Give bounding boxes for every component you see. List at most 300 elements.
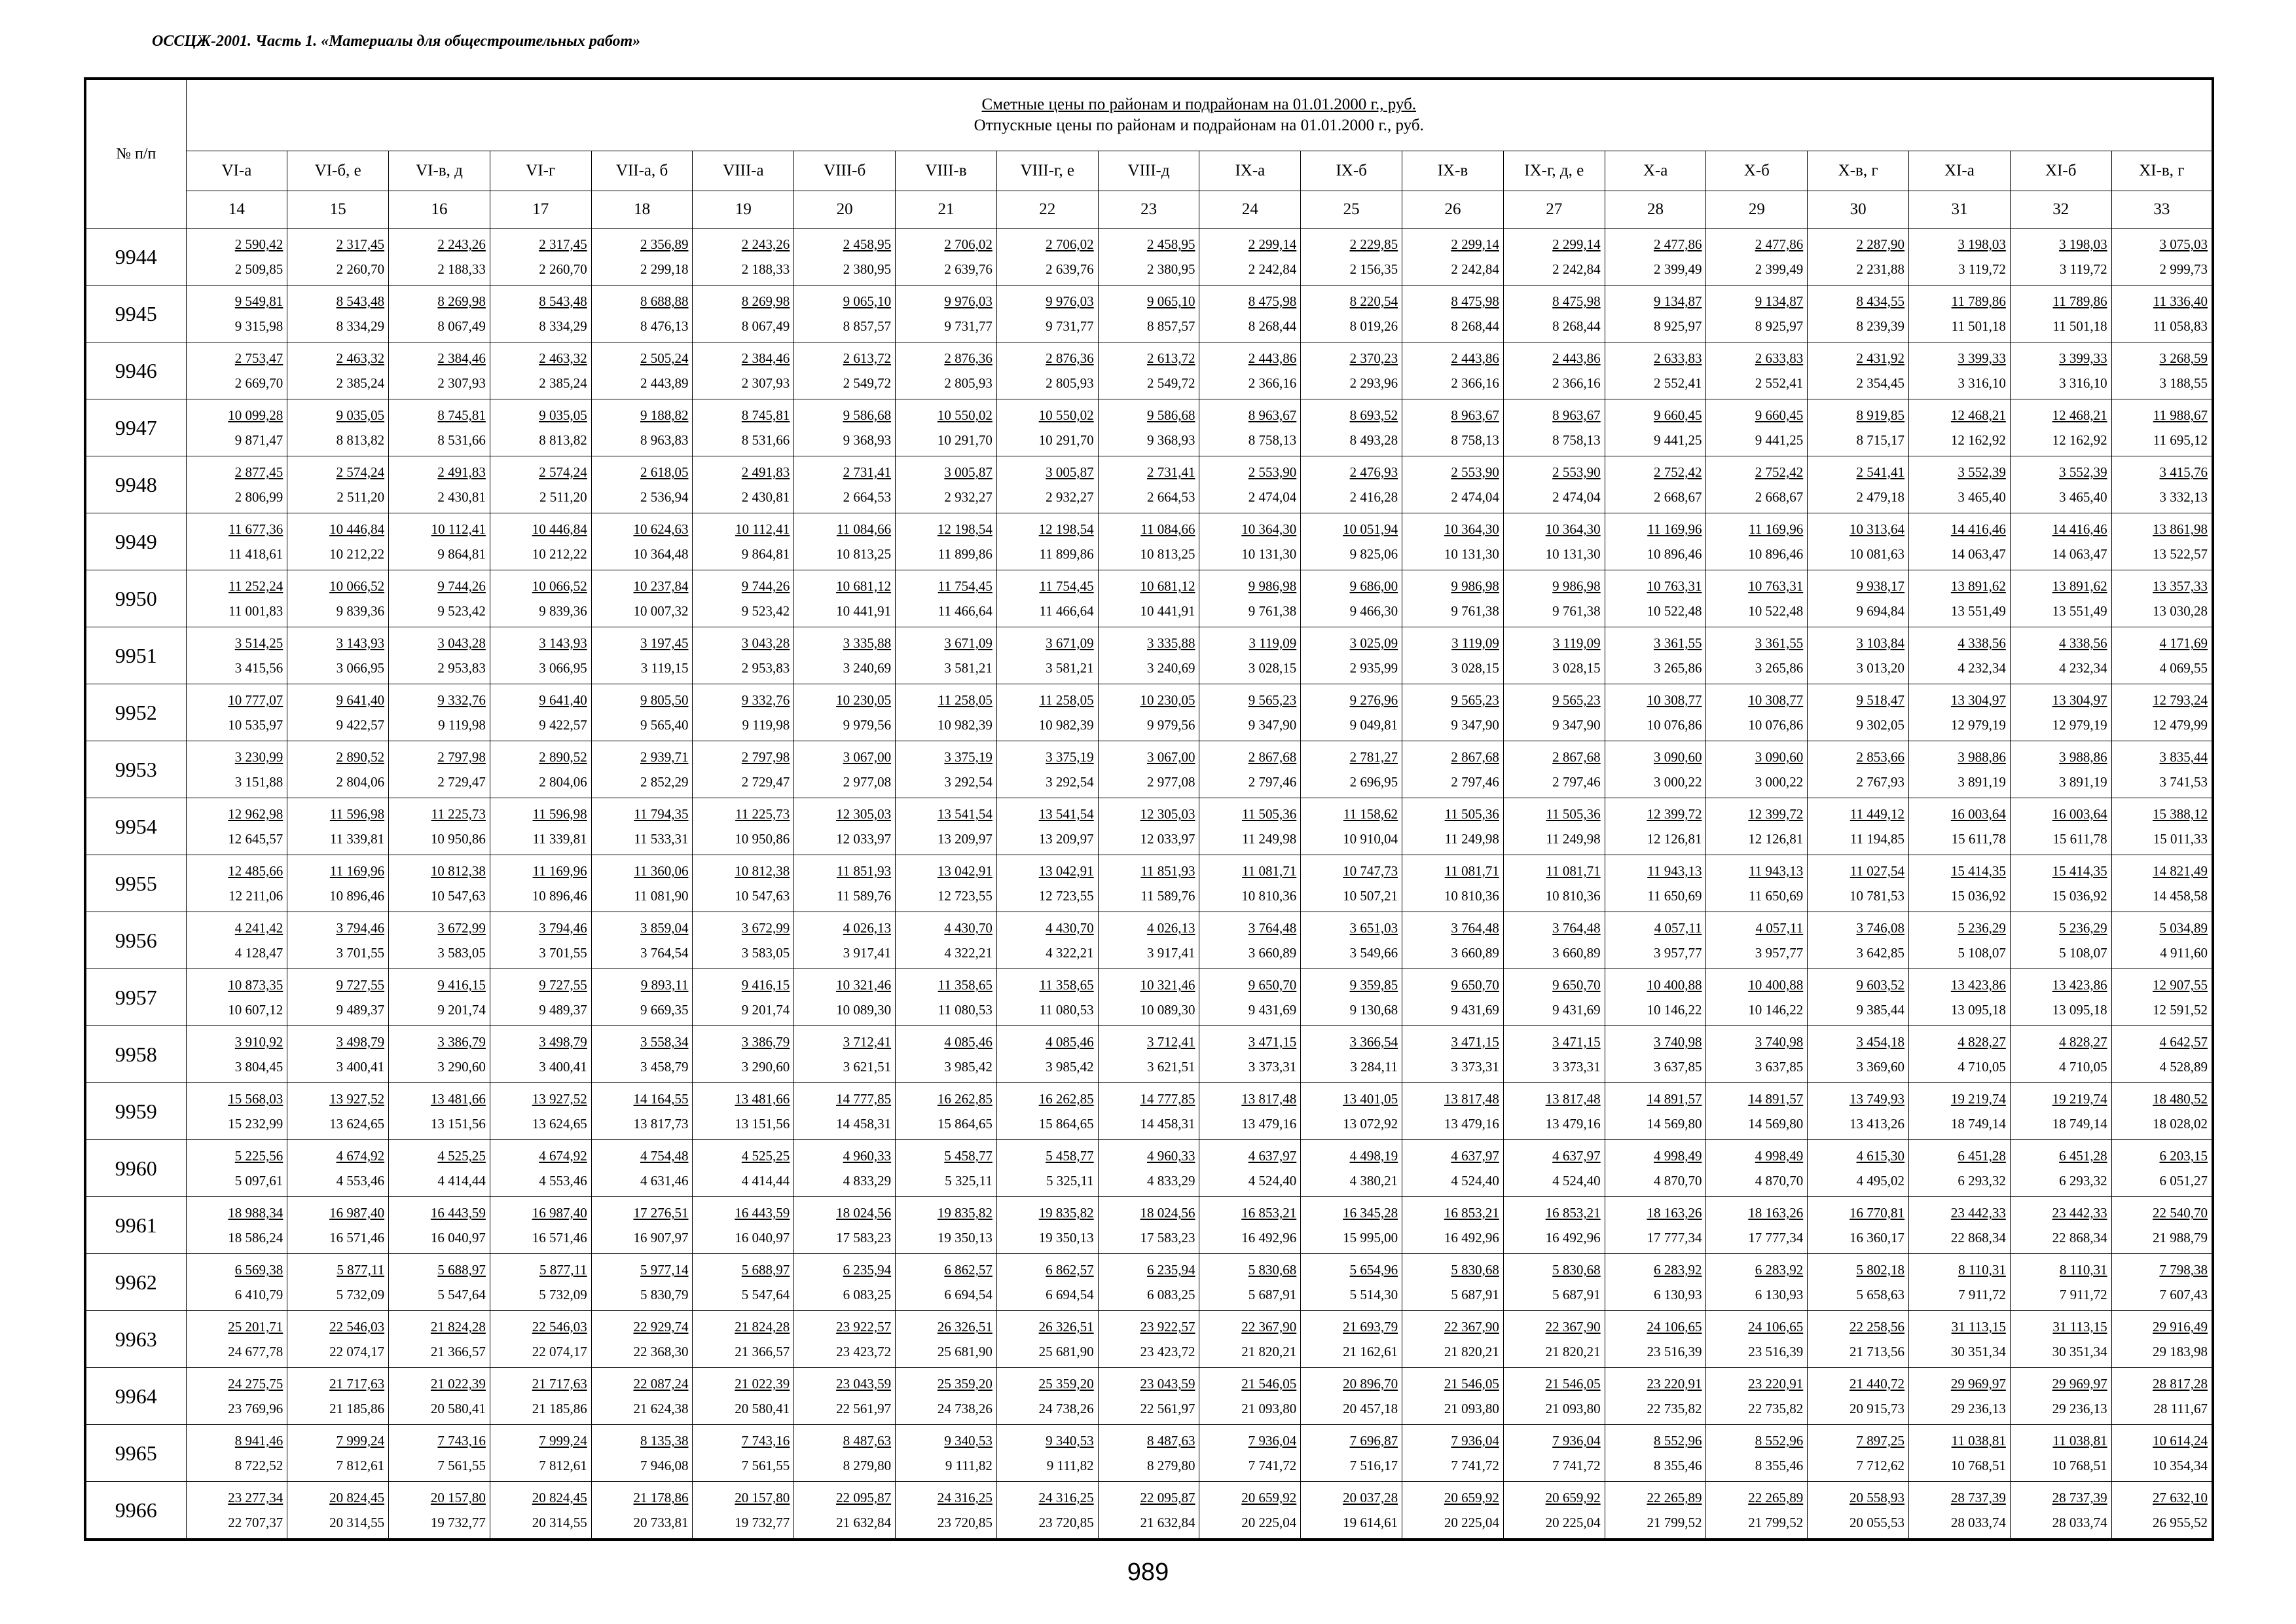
release-price: 10 522,48: [1647, 603, 1702, 619]
estimated-price: 9 986,98: [1248, 578, 1297, 594]
price-cell: [2111, 342, 2213, 399]
release-price: 5 108,07: [1958, 945, 2006, 961]
price-cell: [896, 969, 997, 1026]
release-price: 9 839,36: [336, 603, 385, 619]
estimated-price: 18 480,52: [2153, 1091, 2208, 1107]
price-cell: [2010, 286, 2111, 342]
release-price: 28 033,74: [2052, 1515, 2107, 1530]
release-price: 2 366,16: [1451, 375, 1499, 391]
release-price: 20 314,55: [329, 1515, 385, 1530]
estimated-price: 11 038,81: [1951, 1433, 2006, 1449]
price-cell: [1199, 1083, 1301, 1140]
price-cell: [287, 684, 389, 741]
estimated-price: 2 505,24: [640, 350, 689, 366]
release-price: 19 350,13: [1038, 1230, 1094, 1246]
estimated-price: 7 999,24: [336, 1433, 385, 1449]
price-cell: [490, 513, 591, 570]
column-number: 27: [1503, 191, 1605, 229]
price-cell: [1909, 912, 2011, 969]
estimated-price: 6 235,94: [1146, 1262, 1195, 1278]
estimated-price: 31 113,15: [2052, 1319, 2107, 1335]
price-cell: [1199, 1368, 1301, 1425]
price-cell: [1808, 570, 1909, 627]
item-number: 9944: [85, 229, 186, 286]
release-price: 3 119,15: [640, 660, 689, 676]
release-price: 3 240,69: [843, 660, 892, 676]
price-cell: [287, 342, 389, 399]
release-price: 3 642,85: [1856, 945, 1905, 961]
estimated-price: 4 828,27: [2059, 1034, 2107, 1050]
release-price: 10 896,46: [1748, 546, 1804, 562]
release-price: 12 591,52: [2153, 1002, 2208, 1018]
price-cell: [1503, 1368, 1605, 1425]
price-cell: [490, 1311, 591, 1368]
release-price: 3 957,77: [1653, 945, 1702, 961]
price-cell: [896, 286, 997, 342]
release-price: 10 507,21: [1343, 888, 1398, 904]
price-cell: [2111, 912, 2213, 969]
estimated-price: 3 043,28: [741, 635, 790, 651]
release-price: 9 669,35: [640, 1002, 689, 1018]
price-cell: [1909, 627, 2011, 684]
release-price: 4 528,89: [2159, 1059, 2208, 1075]
price-cell: [1808, 456, 1909, 513]
release-price: 11 466,64: [938, 603, 993, 619]
estimated-price: 10 066,52: [532, 578, 587, 594]
estimated-price: 10 321,46: [1140, 977, 1195, 993]
estimated-price: 3 361,55: [1755, 635, 1804, 651]
release-price: 10 291,70: [1038, 432, 1094, 448]
release-price: 10 131,30: [1444, 546, 1499, 562]
estimated-price: 5 458,77: [944, 1148, 993, 1164]
price-cell: [896, 570, 997, 627]
release-price: 10 146,22: [1748, 1002, 1804, 1018]
price-cell: [591, 1311, 693, 1368]
price-cell: [996, 684, 1098, 741]
estimated-price: 13 817,48: [1545, 1091, 1601, 1107]
column-number-row: [85, 191, 2213, 229]
release-price: 11 080,53: [1039, 1002, 1094, 1018]
price-cell: [186, 1197, 287, 1254]
estimated-price: 3 988,86: [2059, 749, 2107, 765]
release-price: 13 209,97: [937, 831, 993, 847]
estimated-price: 4 674,92: [539, 1148, 587, 1164]
release-price: 5 687,91: [1248, 1287, 1297, 1302]
estimated-price: 9 565,23: [1451, 692, 1499, 708]
estimated-price: 20 157,80: [430, 1490, 486, 1505]
estimated-price: 4 338,56: [1958, 635, 2006, 651]
price-cell: [2111, 570, 2213, 627]
release-price: 2 953,83: [741, 660, 790, 676]
estimated-price: 5 977,14: [640, 1262, 689, 1278]
release-price: 3 465,40: [2059, 489, 2107, 505]
estimated-price: 8 963,67: [1451, 407, 1499, 423]
release-price: 3 292,54: [1046, 774, 1094, 790]
price-cell: [591, 1197, 693, 1254]
release-price: 5 687,91: [1552, 1287, 1601, 1302]
price-cell: [2010, 1197, 2111, 1254]
release-price: 10 896,46: [532, 888, 587, 904]
release-price: 21 162,61: [1343, 1344, 1398, 1359]
item-number: 9948: [85, 456, 186, 513]
estimated-price: 4 430,70: [1046, 920, 1094, 936]
release-price: 9 347,90: [1552, 717, 1601, 733]
release-price: 6 083,25: [1146, 1287, 1195, 1302]
estimated-price: 13 481,66: [430, 1091, 486, 1107]
price-cell: [490, 229, 591, 286]
release-price: 17 777,34: [1647, 1230, 1702, 1246]
release-price: 2 511,20: [337, 489, 385, 505]
price-cell: [490, 456, 591, 513]
estimated-price: 25 359,20: [1038, 1376, 1094, 1392]
estimated-price: 17 276,51: [633, 1205, 689, 1221]
price-cell: [996, 342, 1098, 399]
price-cell: [896, 912, 997, 969]
estimated-price: 22 367,90: [1444, 1319, 1499, 1335]
price-cell: [287, 286, 389, 342]
release-price: 12 033,97: [836, 831, 892, 847]
estimated-price: 11 789,86: [1951, 293, 2006, 309]
estimated-price: 8 963,67: [1248, 407, 1297, 423]
release-price: 21 799,52: [1647, 1515, 1702, 1530]
price-cell: [186, 855, 287, 912]
release-price: 9 761,38: [1552, 603, 1601, 619]
estimated-price: 8 475,98: [1552, 293, 1601, 309]
district-header: VI-б, е: [287, 151, 389, 191]
estimated-price: 11 851,93: [1140, 863, 1195, 879]
release-price: 21 185,86: [329, 1401, 385, 1416]
release-price: 2 479,18: [1856, 489, 1905, 505]
release-price: 21 632,84: [836, 1515, 892, 1530]
price-cell: [1909, 1197, 2011, 1254]
estimated-price: 28 817,28: [2153, 1376, 2208, 1392]
table-row: [85, 1311, 2213, 1368]
estimated-price: 13 817,48: [1241, 1091, 1297, 1107]
release-price: 10 810,36: [1545, 888, 1601, 904]
price-cell: [896, 1140, 997, 1197]
district-header: XI-в, г: [2111, 151, 2213, 191]
price-cell: [186, 741, 287, 798]
price-cell: [1706, 1425, 1808, 1482]
estimated-price: 16 443,59: [430, 1205, 486, 1221]
table-row: [85, 229, 2213, 286]
price-cell: [1503, 1083, 1605, 1140]
price-cell: [794, 286, 896, 342]
estimated-price: 2 243,26: [437, 236, 486, 252]
release-price: 12 211,06: [228, 888, 283, 904]
price-cell: [591, 1482, 693, 1540]
price-cell: [591, 855, 693, 912]
release-price: 6 410,79: [234, 1287, 283, 1302]
release-price: 6 694,54: [944, 1287, 993, 1302]
release-price: 2 977,08: [1146, 774, 1195, 790]
release-price: 6 694,54: [1046, 1287, 1094, 1302]
release-price: 24 677,78: [228, 1344, 283, 1359]
estimated-price: 2 574,24: [539, 464, 587, 480]
release-price: 10 441,91: [836, 603, 892, 619]
price-cell: [1098, 513, 1199, 570]
release-price: 3 581,21: [1046, 660, 1094, 676]
price-cell: [996, 627, 1098, 684]
release-price: 25 681,90: [1038, 1344, 1094, 1359]
price-cell: [794, 456, 896, 513]
price-cell: [1909, 798, 2011, 855]
price-cell: [896, 1482, 997, 1540]
estimated-price: 8 110,31: [1958, 1262, 2006, 1278]
price-cell: [1909, 342, 2011, 399]
estimated-price: 23 043,59: [836, 1376, 892, 1392]
release-price: 4 710,05: [1958, 1059, 2006, 1075]
price-cell: [389, 513, 490, 570]
estimated-price: 2 287,90: [1856, 236, 1905, 252]
estimated-price: 9 518,47: [1856, 692, 1905, 708]
price-cell: [1909, 1368, 2011, 1425]
estimated-price: 9 641,40: [539, 692, 587, 708]
price-cell: [1605, 969, 1706, 1026]
price-cell: [186, 513, 287, 570]
price-cell: [1605, 1311, 1706, 1368]
estimated-price: 2 633,83: [1755, 350, 1804, 366]
price-cell: [1199, 570, 1301, 627]
release-price: 2 664,53: [1146, 489, 1195, 505]
release-price: 9 431,69: [1248, 1002, 1297, 1018]
estimated-price: 10 308,77: [1748, 692, 1804, 708]
price-cell: [1909, 513, 2011, 570]
price-cell: [2010, 798, 2111, 855]
price-cell: [389, 456, 490, 513]
estimated-price: 10 812,38: [430, 863, 486, 879]
price-cell: [1808, 399, 1909, 456]
release-price: 4 553,46: [539, 1173, 587, 1189]
estimated-price: 15 568,03: [228, 1091, 283, 1107]
price-cell: [186, 1425, 287, 1482]
price-cell: [1503, 1254, 1605, 1311]
estimated-price: 9 976,03: [1046, 293, 1094, 309]
release-price: 13 151,56: [735, 1116, 790, 1132]
release-price: 15 232,99: [228, 1116, 283, 1132]
estimated-price: 19 835,82: [1038, 1205, 1094, 1221]
release-price: 12 645,57: [228, 831, 283, 847]
price-cell: [996, 798, 1098, 855]
price-cell: [1402, 1254, 1504, 1311]
estimated-price: 8 475,98: [1451, 293, 1499, 309]
price-cell: [693, 286, 794, 342]
price-cell: [2111, 1311, 2213, 1368]
price-cell: [996, 286, 1098, 342]
release-price: 14 458,58: [2153, 888, 2208, 904]
release-price: 8 813,82: [539, 432, 587, 448]
price-cell: [1808, 1140, 1909, 1197]
price-cell: [1098, 1083, 1199, 1140]
estimated-price: 15 388,12: [2153, 806, 2208, 822]
price-cell: [490, 1140, 591, 1197]
estimated-price: 9 332,76: [437, 692, 486, 708]
price-cell: [1301, 1140, 1402, 1197]
release-price: 20 225,04: [1241, 1515, 1297, 1530]
release-price: 3 804,45: [234, 1059, 283, 1075]
estimated-price: 2 590,42: [234, 236, 283, 252]
release-price: 8 355,46: [1755, 1458, 1804, 1473]
estimated-price: 9 986,98: [1552, 578, 1601, 594]
estimated-price: 2 443,86: [1248, 350, 1297, 366]
estimated-price: 2 458,95: [1146, 236, 1195, 252]
estimated-price: 9 065,10: [1146, 293, 1195, 309]
district-header: VIII-д: [1098, 151, 1199, 191]
release-price: 21 366,57: [430, 1344, 486, 1359]
estimated-price: 3 335,88: [843, 635, 892, 651]
price-cell: [794, 342, 896, 399]
price-cell: [1605, 798, 1706, 855]
release-price: 8 758,13: [1552, 432, 1601, 448]
price-cell: [1605, 286, 1706, 342]
price-cell: [896, 229, 997, 286]
estimated-price: 6 451,28: [1958, 1148, 2006, 1164]
price-cell: [1808, 969, 1909, 1026]
estimated-price: 13 423,86: [1950, 977, 2006, 993]
price-cell: [1706, 1197, 1808, 1254]
price-cell: [389, 1482, 490, 1540]
price-cell: [1503, 1482, 1605, 1540]
price-cell: [389, 684, 490, 741]
price-cell: [490, 1083, 591, 1140]
estimated-price: 9 565,23: [1552, 692, 1601, 708]
release-price: 9 489,37: [336, 1002, 385, 1018]
estimated-price: 11 027,54: [1850, 863, 1905, 879]
release-price: 9 466,30: [1349, 603, 1398, 619]
price-cell: [1503, 456, 1605, 513]
price-cell: [186, 1254, 287, 1311]
release-price: 12 979,19: [1950, 717, 2006, 733]
price-cell: [591, 286, 693, 342]
price-cell: [1301, 1026, 1402, 1083]
release-price: 13 817,73: [633, 1116, 689, 1132]
estimated-price: 11 794,35: [634, 806, 689, 822]
release-price: 8 925,97: [1653, 318, 1702, 334]
estimated-price: 22 265,89: [1748, 1490, 1804, 1505]
price-cell: [1199, 798, 1301, 855]
price-cell: [591, 741, 693, 798]
release-price: 9 119,98: [742, 717, 790, 733]
price-cell: [186, 1482, 287, 1540]
price-cell: [490, 570, 591, 627]
release-price: 19 732,77: [735, 1515, 790, 1530]
table-row: [85, 741, 2213, 798]
estimated-price: 12 305,03: [836, 806, 892, 822]
price-cell: [693, 1140, 794, 1197]
estimated-price: 21 824,28: [430, 1319, 486, 1335]
district-header: X-б: [1706, 151, 1808, 191]
release-price: 4 524,40: [1248, 1173, 1297, 1189]
estimated-price: 11 169,96: [1647, 521, 1702, 537]
price-cell: [591, 1425, 693, 1482]
estimated-price: 2 876,36: [944, 350, 993, 366]
estimated-price: 23 220,91: [1647, 1376, 1702, 1392]
release-price: 14 458,31: [836, 1116, 892, 1132]
release-price: 13 479,16: [1444, 1116, 1499, 1132]
price-cell: [186, 1140, 287, 1197]
price-cell: [1503, 1425, 1605, 1482]
price-cell: [693, 969, 794, 1026]
estimated-price: 2 853,66: [1856, 749, 1905, 765]
price-cell: [1503, 570, 1605, 627]
item-number: 9952: [85, 684, 186, 741]
release-price: 3 741,53: [2159, 774, 2208, 790]
price-cell: [1301, 1425, 1402, 1482]
item-number: 9962: [85, 1254, 186, 1311]
release-price: 2 806,99: [234, 489, 283, 505]
estimated-price: 11 258,05: [1039, 692, 1094, 708]
estimated-price: 22 095,87: [1140, 1490, 1195, 1505]
estimated-price: 20 037,28: [1343, 1490, 1398, 1505]
release-price: 3 621,51: [843, 1059, 892, 1075]
release-price: 9 441,25: [1755, 432, 1804, 448]
release-price: 2 380,95: [843, 261, 892, 277]
estimated-price: 3 143,93: [539, 635, 587, 651]
estimated-price: 16 770,81: [1850, 1205, 1905, 1221]
price-cell: [1301, 399, 1402, 456]
estimated-price: 3 988,86: [1958, 749, 2006, 765]
price-cell: [591, 969, 693, 1026]
estimated-price: 4 828,27: [1958, 1034, 2006, 1050]
price-cell: [1402, 684, 1504, 741]
release-price: 9 694,84: [1856, 603, 1905, 619]
price-cell: [2111, 513, 2213, 570]
estimated-price: 2 463,32: [336, 350, 385, 366]
release-price: 11 249,98: [1444, 831, 1499, 847]
estimated-price: 8 745,81: [741, 407, 790, 423]
release-price: 3 240,69: [1146, 660, 1195, 676]
release-price: 16 492,96: [1545, 1230, 1601, 1246]
estimated-price: 11 038,81: [2052, 1433, 2107, 1449]
price-cell: [693, 1482, 794, 1540]
price-cell: [1301, 969, 1402, 1026]
release-price: 13 209,97: [1038, 831, 1094, 847]
estimated-price: 11 789,86: [2052, 293, 2107, 309]
price-cell: [896, 627, 997, 684]
estimated-price: 10 614,24: [2153, 1433, 2208, 1449]
release-price: 3 701,55: [336, 945, 385, 961]
release-price: 11 081,90: [634, 888, 689, 904]
release-price: 16 907,97: [633, 1230, 689, 1246]
estimated-price: 8 487,63: [843, 1433, 892, 1449]
release-price: 4 553,46: [336, 1173, 385, 1189]
release-price: 2 299,18: [640, 261, 689, 277]
estimated-price: 4 615,30: [1856, 1148, 1905, 1164]
estimated-price: 20 558,93: [1850, 1490, 1905, 1505]
estimated-price: 13 042,91: [1038, 863, 1094, 879]
release-price: 2 797,46: [1248, 774, 1297, 790]
release-price: 22 735,82: [1647, 1401, 1702, 1416]
estimated-price: 10 400,88: [1748, 977, 1804, 993]
release-price: 8 268,44: [1552, 318, 1601, 334]
price-cell: [1909, 399, 2011, 456]
price-cell: [693, 570, 794, 627]
estimated-price: 2 890,52: [336, 749, 385, 765]
release-price: 7 561,55: [741, 1458, 790, 1473]
release-price: 8 268,44: [1248, 318, 1297, 334]
release-price: 18 749,14: [1950, 1116, 2006, 1132]
estimated-price: 16 853,21: [1241, 1205, 1297, 1221]
price-cell: [186, 342, 287, 399]
release-price: 3 583,05: [437, 945, 486, 961]
estimated-price: 9 586,68: [843, 407, 892, 423]
estimated-price: 2 477,86: [1653, 236, 1702, 252]
price-cell: [490, 627, 591, 684]
release-price: 21 820,21: [1444, 1344, 1499, 1359]
estimated-price: 2 613,72: [843, 350, 892, 366]
release-price: 2 307,93: [437, 375, 486, 391]
release-price: 2 729,47: [437, 774, 486, 790]
